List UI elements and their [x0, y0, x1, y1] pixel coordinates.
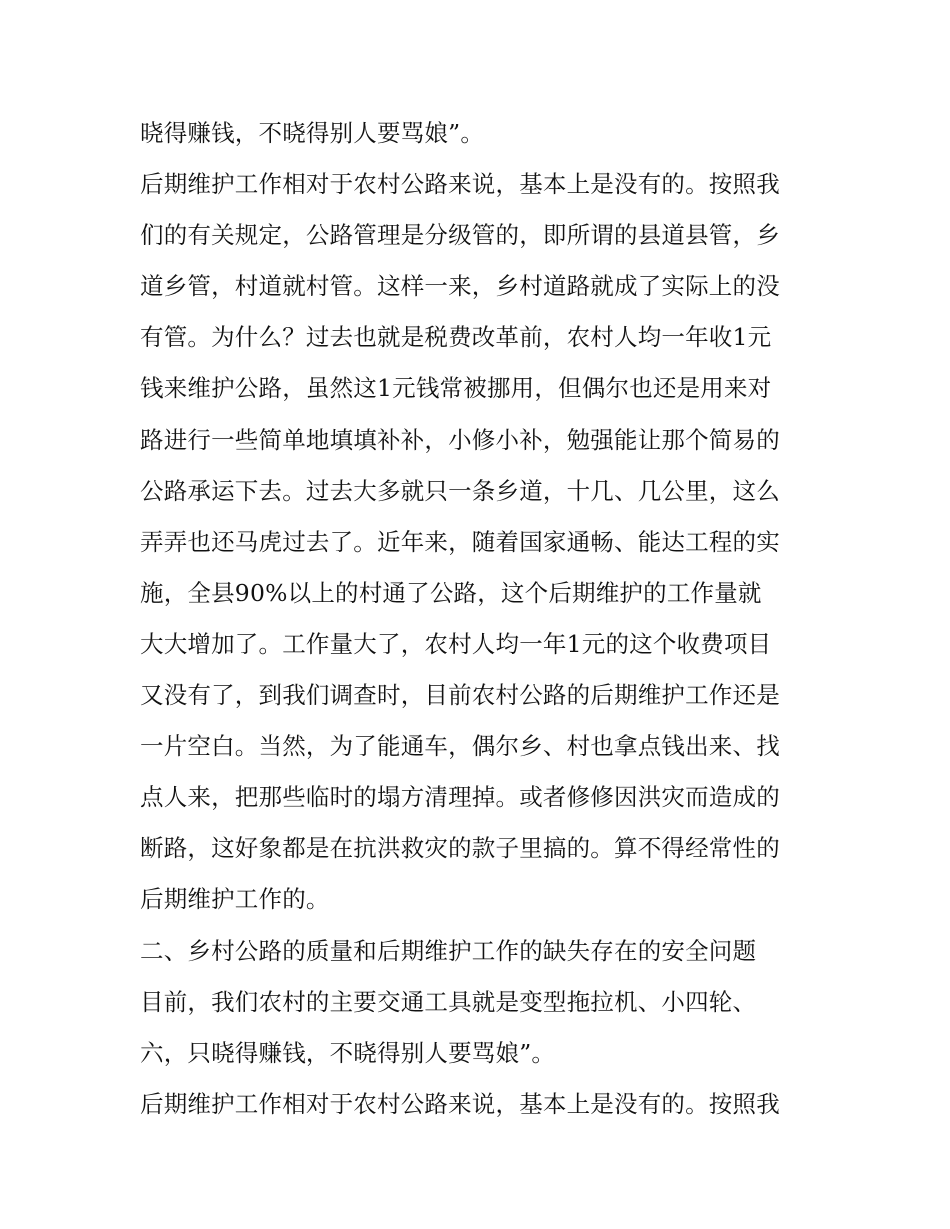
text-line: 目前，我们农村的主要交通工具就是变型拖拉机、小四轮、 [140, 987, 757, 1016]
text-line: 后期维护工作的。 [140, 885, 330, 914]
text-line: 有管。为什么？过去也就是税费改革前，农村人均一年收1元 [140, 323, 772, 352]
text-line: 又没有了，到我们调查时，目前农村公路的后期维护工作还是 [140, 681, 780, 710]
text-line: 公路承运下去。过去大多就只一条乡道，十几、几公里，这么 [140, 476, 780, 505]
document-body [140, 108, 820, 1130]
text-line: 路进行一些简单地填填补补，小修小补，勉强能让那个简易的 [140, 425, 780, 454]
text-line: 钱来维护公路，虽然这1元钱常被挪用，但偶尔也还是用来对 [140, 374, 772, 403]
text-line: 后期维护工作相对于农村公路来说，基本上是没有的。按照我 [140, 170, 780, 199]
text-line: 六，只晓得赚钱，不晓得别人要骂娘”。 [140, 1038, 556, 1067]
text-line: 道乡管，村道就村管。这样一来，乡村道路就成了实际上的没 [140, 272, 780, 301]
text-line: 施，全县90%以上的村通了公路，这个后期维护的工作量就 [140, 578, 762, 607]
section-heading: 二、乡村公路的质量和后期维护工作的缺失存在的安全问题 [140, 936, 757, 965]
text-line: 大大增加了。工作量大了，农村人均一年1元的这个收费项目 [140, 629, 772, 658]
text-line: 断路，这好象都是在抗洪救灾的款子里搞的。算不得经常性的 [140, 834, 780, 863]
text-line: 们的有关规定，公路管理是分级管的，即所谓的县道县管，乡 [140, 221, 780, 250]
text-line: 一片空白。当然，为了能通车，偶尔乡、村也拿点钱出来、找 [140, 732, 780, 761]
text-line: 晓得赚钱，不晓得别人要骂娘”。 [140, 119, 485, 147]
text-line: 后期维护工作相对于农村公路来说，基本上是没有的。按照我 [140, 1089, 780, 1118]
text-line: 点人来，把那些临时的塌方清理掉。或者修修因洪灾而造成的 [140, 783, 780, 812]
text-line: 弄弄也还马虎过去了。近年来，随着国家通畅、能达工程的实 [140, 527, 780, 556]
